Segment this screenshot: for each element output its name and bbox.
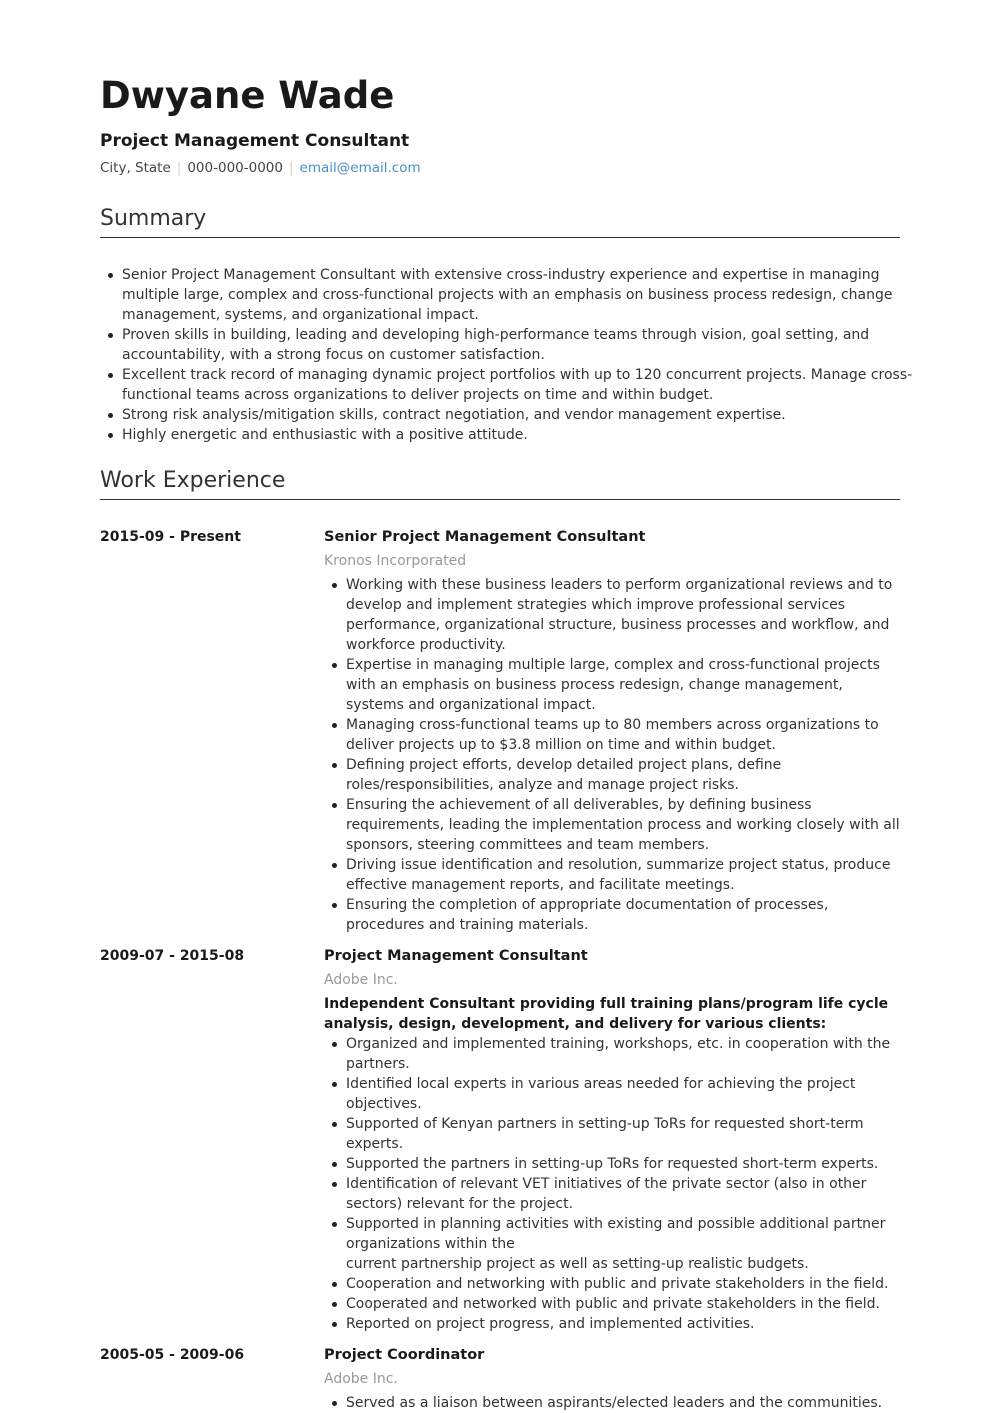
contact-email-link[interactable]: email@email.com: [299, 160, 421, 176]
job-company: Adobe Inc.: [324, 972, 398, 988]
contact-location: City, State: [100, 160, 171, 176]
job-bullet: Ensuring the completion of appropriate documentation of processes, procedures and training materials.: [346, 895, 900, 935]
summary-item: Proven skills in building, leading and developing high-performance teams through vision, goal setting, and accountability, with a strong focus on customer satisfaction.: [122, 325, 922, 365]
job-title: Project Management Consultant: [324, 948, 588, 964]
job-bullet: Supported in planning activities with existing and possible additional partner organizations within the current partnership project as well as setting-up realistic budgets.: [346, 1214, 900, 1274]
job-bullet: Ensuring the achievement of all deliverables, by defining business requirements, leading the implementation process and working closely with all sponsors, steering committees and team members.: [346, 797, 900, 853]
summary-item: Senior Project Management Consultant with extensive cross-industry experience and expertise in managing multiple large, complex and cross-functional projects with an emphasis on business process redesign, change management, systems, and organizational impact.: [122, 265, 922, 325]
job-company: Kronos Incorporated: [324, 553, 467, 569]
job-dates: 2009-07 - 2015-08: [100, 948, 245, 964]
job-bullet-list: [324, 575, 900, 935]
job-bullet: Organized and implemented training, workshops, etc. in cooperation with the partners.: [346, 1034, 900, 1074]
job-bullet: Cooperation and networking with public and private stakeholders in the field.: [346, 1274, 900, 1294]
contact-phone: 000-000-0000: [187, 160, 283, 176]
summary-list: [100, 265, 922, 445]
job-intro: Independent Consultant providing full training plans/program life cycle analysis, design, development, and delivery for various clients:: [324, 996, 889, 1032]
job-title: Senior Project Management Consultant: [324, 529, 646, 545]
summary-item: Strong risk analysis/mitigation skills, contract negotiation, and vendor management expertise.: [122, 405, 922, 425]
contact-separator: |: [176, 160, 182, 176]
job-bullet: Served as a liaison between aspirants/elected leaders and the communities.: [346, 1393, 900, 1413]
contact-separator: |: [288, 160, 294, 176]
summary-item: Highly energetic and enthusiastic with a positive attitude.: [122, 425, 922, 445]
job-bullet-list: [324, 1034, 900, 1334]
job-details: [324, 946, 900, 1334]
job-bullet: Cooperated and networked with public and private stakeholders in the field.: [346, 1294, 900, 1314]
job-details: [324, 527, 900, 935]
candidate-name: Dwyane Wade: [100, 74, 395, 117]
job-bullet: Defining project efforts, develop detailed project plans, define roles/responsibilities, analyze and manage project risks.: [346, 755, 900, 795]
work-section-title: Work Experience: [100, 468, 900, 500]
job-bullet: Driving issue identification and resolution, summarize project status, produce effective management reports, and facilitate meetings.: [346, 855, 900, 895]
job-bullet: Supported the partners in setting-up ToRs for requested short-term experts.: [346, 1154, 900, 1174]
job-bullet: Reported on project progress, and implemented activities.: [346, 1314, 900, 1334]
job-bullet: Supported of Kenyan partners in setting-up ToRs for requested short-term experts.: [346, 1114, 900, 1154]
summary-section-title: Summary: [100, 206, 900, 238]
contact-line: [100, 160, 421, 176]
candidate-headline: Project Management Consultant: [100, 131, 410, 151]
job-dates: 2015-09 - Present: [100, 529, 241, 545]
job-dates: 2005-05 - 2009-06: [100, 1347, 245, 1363]
job-title: Project Coordinator: [324, 1347, 485, 1363]
job-details: [324, 1345, 900, 1413]
job-company: Adobe Inc.: [324, 1371, 398, 1387]
job-bullet: Identification of relevant VET initiatives of the private sector (also in other sectors) relevant for the project.: [346, 1174, 900, 1214]
summary-item: Excellent track record of managing dynamic project portfolios with up to 120 concurrent projects. Manage cross-functional teams across organizations to deliver projects on time and within budget.: [122, 365, 922, 405]
job-bullet: Expertise in managing multiple large, complex and cross-functional projects with an emphasis on business process redesign, change management, systems and organizational impact.: [346, 655, 900, 715]
job-bullet-list: [324, 1393, 900, 1413]
job-bullet: Identified local experts in various areas needed for achieving the project objectives.: [346, 1074, 900, 1114]
job-bullet: Working with these business leaders to perform organizational reviews and to develop and implement strategies which improve professional services performance, organizational structure, business processes and workflow, and workforce productivity.: [346, 575, 900, 655]
job-bullet: Managing cross-functional teams up to 80 members across organizations to deliver projects up to $3.8 million on time and within budget.: [346, 715, 900, 755]
